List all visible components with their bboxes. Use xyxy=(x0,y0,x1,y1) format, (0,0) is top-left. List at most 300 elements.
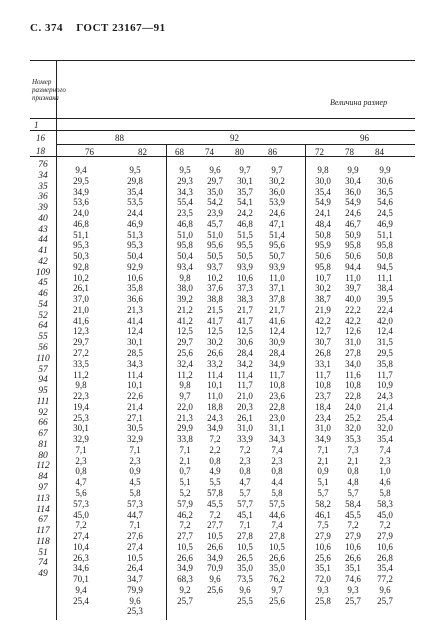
table-cell: 10,8 xyxy=(345,380,361,391)
table-cell: 21,4 xyxy=(127,401,143,412)
table-cell: 21,3 xyxy=(127,304,143,315)
table-cell: 2,1 xyxy=(179,455,191,466)
page-number: С. 374 xyxy=(30,22,63,34)
table-cell: 26,8 xyxy=(377,552,393,563)
table-cell: 25,3 xyxy=(73,412,89,423)
table-cell: 10,2 xyxy=(73,272,89,283)
table-cell: 0,8 xyxy=(209,455,221,466)
table-cell: 5,7 xyxy=(317,487,329,498)
table-cell: 12,5 xyxy=(237,326,253,337)
table-cell: 45,1 xyxy=(237,509,253,520)
table-cell: 35,4 xyxy=(377,563,393,574)
table-cell: 24,0 xyxy=(345,401,361,412)
table-cell: 50,7 xyxy=(269,251,285,262)
table-cell: 9,7 xyxy=(271,165,283,175)
table-cell: 32,9 xyxy=(73,434,89,445)
table-cell: 95,8 xyxy=(177,240,193,251)
table-cell: 27,9 xyxy=(315,531,331,542)
table-cell: 7,1 xyxy=(179,444,191,455)
table-cell: 25,5 xyxy=(237,595,253,606)
table-cell: 31,0 xyxy=(237,423,253,434)
table-cell: 30,1 xyxy=(237,175,253,186)
table-cell: 46,1 xyxy=(315,509,331,520)
table-cell: 51,1 xyxy=(73,229,89,240)
table-cell: 5,5 xyxy=(209,477,221,488)
table-cell: 36,0 xyxy=(269,186,285,197)
table-cell: 22,8 xyxy=(345,391,361,402)
table-cell: 30,6 xyxy=(377,175,393,186)
size-table xyxy=(30,60,415,620)
table-cell: 36,5 xyxy=(377,186,393,197)
group-divider-2 xyxy=(305,144,306,620)
table-cell: 5,8 xyxy=(129,487,141,498)
table-cell: 25,7 xyxy=(377,595,393,606)
table-cell: 35,0 xyxy=(207,186,223,197)
table-cell: 34,3 xyxy=(269,434,285,445)
table-cell: 36,0 xyxy=(345,186,361,197)
table-cell: 34,9 xyxy=(269,358,285,369)
table-cell: 2,3 xyxy=(379,455,391,466)
table-cell: 21,3 xyxy=(177,412,193,423)
table-cell: 10,6 xyxy=(315,541,331,552)
table-cell: 9,9 xyxy=(347,165,359,175)
table-cell: 10,8 xyxy=(269,380,285,391)
row-number: 84 xyxy=(38,472,48,483)
col-header-84: 84 xyxy=(375,147,384,157)
table-cell: 30,2 xyxy=(269,175,285,186)
table-cell: 0,9 xyxy=(129,466,141,477)
table-cell: 30,5 xyxy=(127,423,143,434)
table-cell: 10,1 xyxy=(207,380,223,391)
table-cell: 11,0 xyxy=(345,272,361,283)
table-cell: 41,6 xyxy=(269,315,285,326)
table-cell: 7,1 xyxy=(129,520,141,531)
table-cell: 27,8 xyxy=(269,531,285,542)
table-cell: 23,6 xyxy=(269,391,285,402)
group-96: 96 xyxy=(360,133,369,143)
table-cell: 33,8 xyxy=(177,434,193,445)
table-cell: 25,6 xyxy=(177,348,193,359)
marker-18: 18 xyxy=(36,146,45,156)
table-cell: 9,8 xyxy=(75,380,87,391)
table-cell: 51,1 xyxy=(377,229,393,240)
row-number: 56 xyxy=(38,343,48,354)
table-cell: 27,9 xyxy=(377,531,393,542)
table-cell: 9,4 xyxy=(75,165,87,175)
row-number: 97 xyxy=(38,482,48,493)
table-cell: 30,2 xyxy=(315,283,331,294)
table-cell: 4,7 xyxy=(75,477,87,488)
row-number: 110 xyxy=(36,353,50,364)
group-92: 92 xyxy=(230,133,239,143)
row-number: 55 xyxy=(38,332,48,343)
table-cell: 7,2 xyxy=(209,509,221,520)
table-cell: 35,1 xyxy=(345,563,361,574)
row-number-column xyxy=(30,160,56,580)
table-cell: 7,2 xyxy=(239,444,251,455)
table-cell: 24,4 xyxy=(127,208,143,219)
table-cell: 24,0 xyxy=(73,208,89,219)
table-cell: 41,4 xyxy=(127,315,143,326)
table-cell: 10,5 xyxy=(237,541,253,552)
table-cell: 28,4 xyxy=(269,348,285,359)
table-cell: 12,7 xyxy=(315,326,331,337)
table-cell: 7,4 xyxy=(271,444,283,455)
table-cell: 25,4 xyxy=(377,412,393,423)
table-cell: 25,8 xyxy=(315,595,331,606)
table-cell: 7,1 xyxy=(317,444,329,455)
table-cell: 11,7 xyxy=(237,380,253,391)
standard-code: ГОСТ 23167—91 xyxy=(76,22,166,34)
table-cell: 37,6 xyxy=(207,283,223,294)
table-cell: 54,2 xyxy=(207,197,223,208)
table-cell: 51,3 xyxy=(127,229,143,240)
table-cell: 34,0 xyxy=(345,358,361,369)
table-cell: 0,8 xyxy=(75,466,87,477)
row-number: 44 xyxy=(38,235,48,246)
row-number: 95 xyxy=(38,386,48,397)
table-cell: 95,8 xyxy=(345,240,361,251)
table-cell: 50,8 xyxy=(315,229,331,240)
table-top-rule xyxy=(30,60,415,61)
value-column xyxy=(120,165,150,617)
row-number: 43 xyxy=(38,224,48,235)
table-cell: 10,8 xyxy=(315,380,331,391)
table-cell: 95,9 xyxy=(315,240,331,251)
table-cell: 25,2 xyxy=(345,412,361,423)
row-number: 51 xyxy=(38,547,48,558)
table-cell: 33,9 xyxy=(237,434,253,445)
table-cell: 9,9 xyxy=(379,165,391,175)
table-cell: 29,7 xyxy=(73,337,89,348)
row-number: 46 xyxy=(38,289,48,300)
table-cell: 23,9 xyxy=(207,208,223,219)
table-cell: 10,5 xyxy=(207,531,223,542)
table-cell: 2,3 xyxy=(239,455,251,466)
table-cell: 7,4 xyxy=(379,444,391,455)
table-cell: 50,4 xyxy=(127,251,143,262)
table-cell: 7,1 xyxy=(239,520,251,531)
table-cell: 10,7 xyxy=(315,272,331,283)
table-cell: 93,7 xyxy=(207,261,223,272)
table-cell: 58,2 xyxy=(315,498,331,509)
table-cell: 12,4 xyxy=(127,326,143,337)
table-cell: 26,6 xyxy=(207,541,223,552)
row-number: 36 xyxy=(38,192,48,203)
table-cell: 27,4 xyxy=(73,531,89,542)
table-cell: 26,6 xyxy=(207,348,223,359)
table-cell: 41,2 xyxy=(177,315,193,326)
table-cell: 22,0 xyxy=(177,401,193,412)
table-cell: 54,6 xyxy=(377,197,393,208)
table-cell: 92,9 xyxy=(127,261,143,272)
table-cell: 22,3 xyxy=(73,391,89,402)
table-cell: 54,9 xyxy=(345,197,361,208)
marker-16: 16 xyxy=(36,133,45,143)
table-cell: 10,4 xyxy=(73,541,89,552)
table-cell: 35,4 xyxy=(315,186,331,197)
table-cell: 35,7 xyxy=(237,186,253,197)
table-cell: 10,2 xyxy=(207,272,223,283)
col-header-82: 82 xyxy=(138,147,147,157)
col-header-68: 68 xyxy=(175,147,184,157)
value-column xyxy=(170,165,200,606)
table-cell: 24,3 xyxy=(377,391,393,402)
table-cell: 45,7 xyxy=(207,218,223,229)
table-cell: 50,6 xyxy=(345,251,361,262)
table-cell: 50,5 xyxy=(207,251,223,262)
table-cell: 2,1 xyxy=(347,455,359,466)
table-cell: 7,1 xyxy=(129,444,141,455)
table-cell: 50,6 xyxy=(315,251,331,262)
table-cell: 12,5 xyxy=(177,326,193,337)
table-cell: 32,4 xyxy=(177,358,193,369)
table-cell: 7,2 xyxy=(75,520,87,531)
table-cell: 34,2 xyxy=(237,358,253,369)
table-cell: 37,1 xyxy=(269,283,285,294)
table-cell: 34,9 xyxy=(177,563,193,574)
table-cell: 32,0 xyxy=(345,423,361,434)
table-cell: 4,6 xyxy=(379,477,391,488)
table-cell: 25,6 xyxy=(315,552,331,563)
table-cell: 51,5 xyxy=(237,229,253,240)
table-cell: 5,8 xyxy=(271,487,283,498)
row-number: 42 xyxy=(38,256,48,267)
table-cell: 21,9 xyxy=(315,304,331,315)
table-cell: 46,8 xyxy=(177,218,193,229)
table-cell: 35,0 xyxy=(237,563,253,574)
table-cell: 27,9 xyxy=(345,531,361,542)
table-cell: 26,4 xyxy=(127,563,143,574)
table-cell: 18,8 xyxy=(207,401,223,412)
table-cell: 7,2 xyxy=(347,520,359,531)
table-cell: 11,2 xyxy=(73,369,89,380)
table-cell: 93,9 xyxy=(237,261,253,272)
table-cell: 5,7 xyxy=(239,487,251,498)
table-cell: 79,9 xyxy=(127,584,143,595)
row-number-divider xyxy=(56,60,57,620)
table-cell: 92,8 xyxy=(73,261,89,272)
table-cell: 0,8 xyxy=(271,466,283,477)
table-cell: 39,5 xyxy=(377,294,393,305)
table-cell: 11,0 xyxy=(269,272,285,283)
table-cell: 7,5 xyxy=(317,520,329,531)
col-header-80: 80 xyxy=(235,147,244,157)
table-cell: 95,6 xyxy=(207,240,223,251)
value-header-label: Величина размер xyxy=(330,98,388,107)
table-cell: 44,6 xyxy=(269,509,285,520)
table-cell: 22,4 xyxy=(377,304,393,315)
table-cell: 5,7 xyxy=(347,487,359,498)
table-cell: 7,3 xyxy=(347,444,359,455)
table-cell: 95,6 xyxy=(269,240,285,251)
table-cell: 24,6 xyxy=(345,208,361,219)
table-cell: 46,7 xyxy=(345,218,361,229)
row-number: 76 xyxy=(38,160,48,170)
table-cell: 58,4 xyxy=(345,498,361,509)
table-cell: 35,0 xyxy=(269,563,285,574)
table-cell: 76,2 xyxy=(269,574,285,585)
table-cell: 51,0 xyxy=(177,229,193,240)
table-cell: 95,3 xyxy=(127,240,143,251)
table-cell: 26,8 xyxy=(315,348,331,359)
table-cell: 53,9 xyxy=(269,197,285,208)
table-cell: 42,0 xyxy=(377,315,393,326)
table-cell: 29,7 xyxy=(177,337,193,348)
table-cell: 72,0 xyxy=(315,574,331,585)
table-cell: 12,4 xyxy=(377,326,393,337)
table-cell: 47,1 xyxy=(269,218,285,229)
table-cell: 70,9 xyxy=(207,563,223,574)
table-cell: 10,9 xyxy=(377,380,393,391)
table-cell: 27,8 xyxy=(345,348,361,359)
table-cell: 10,1 xyxy=(127,380,143,391)
table-cell: 21,7 xyxy=(237,304,253,315)
table-cell: 57,8 xyxy=(207,487,223,498)
row-number: 54 xyxy=(38,299,48,310)
table-cell: 0,8 xyxy=(239,466,251,477)
table-cell: 9,7 xyxy=(239,165,251,175)
header-rule-3 xyxy=(56,144,415,145)
table-cell: 38,3 xyxy=(237,294,253,305)
table-cell: 7,2 xyxy=(179,520,191,531)
table-cell: 74,6 xyxy=(345,574,361,585)
table-cell: 95,8 xyxy=(315,261,331,272)
table-cell: 34,3 xyxy=(177,186,193,197)
table-cell: 26,6 xyxy=(269,552,285,563)
row-number: 67 xyxy=(38,515,48,526)
table-cell: 23,5 xyxy=(177,208,193,219)
table-cell: 25,3 xyxy=(127,606,143,617)
table-cell: 4,8 xyxy=(347,477,359,488)
table-cell: 9,8 xyxy=(179,380,191,391)
table-cell: 11,4 xyxy=(127,369,143,380)
table-cell: 38,4 xyxy=(377,283,393,294)
table-cell: 94,5 xyxy=(377,261,393,272)
table-cell: 25,6 xyxy=(207,584,223,595)
table-cell: 45,5 xyxy=(345,509,361,520)
table-cell: 93,4 xyxy=(177,261,193,272)
table-cell: 30,1 xyxy=(73,423,89,434)
table-cell: 29,5 xyxy=(73,175,89,186)
table-cell: 11,4 xyxy=(237,369,253,380)
table-cell: 29,7 xyxy=(207,175,223,186)
row-number: 74 xyxy=(38,558,48,569)
table-cell: 26,1 xyxy=(237,412,253,423)
table-cell: 32,9 xyxy=(127,434,143,445)
table-cell: 4,9 xyxy=(209,466,221,477)
table-cell: 44,7 xyxy=(127,509,143,520)
group-88: 88 xyxy=(115,133,124,143)
table-cell: 95,3 xyxy=(73,240,89,251)
page-header xyxy=(30,22,166,34)
marker-1: 1 xyxy=(34,120,39,130)
table-cell: 10,6 xyxy=(345,541,361,552)
value-column xyxy=(200,165,230,596)
table-cell: 27,4 xyxy=(127,541,143,552)
table-cell: 38,0 xyxy=(177,283,193,294)
table-cell: 38,8 xyxy=(207,294,223,305)
row-number: 39 xyxy=(38,203,48,214)
table-cell: 70,1 xyxy=(73,574,89,585)
table-cell: 5,1 xyxy=(317,477,329,488)
table-cell: 9,8 xyxy=(179,272,191,283)
table-cell: 27,8 xyxy=(237,531,253,542)
table-cell: 26,6 xyxy=(177,552,193,563)
table-cell: 33,5 xyxy=(73,358,89,369)
row-number: 109 xyxy=(35,267,51,278)
table-cell: 51,4 xyxy=(269,229,285,240)
table-cell: 21,2 xyxy=(177,304,193,315)
table-cell: 46,2 xyxy=(177,509,193,520)
table-cell: 25,6 xyxy=(269,595,285,606)
table-cell: 21,4 xyxy=(377,401,393,412)
table-cell: 10,6 xyxy=(237,272,253,283)
table-cell: 21,5 xyxy=(207,304,223,315)
table-cell: 35,4 xyxy=(127,186,143,197)
table-cell: 24,3 xyxy=(207,412,223,423)
table-cell: 41,7 xyxy=(237,315,253,326)
table-cell: 50,9 xyxy=(345,229,361,240)
table-cell: 54,1 xyxy=(237,197,253,208)
table-cell: 9,6 xyxy=(209,165,221,175)
table-cell: 34,9 xyxy=(315,434,331,445)
value-column xyxy=(230,165,260,606)
table-cell: 27,2 xyxy=(73,348,89,359)
table-cell: 9,2 xyxy=(179,584,191,595)
table-cell: 10,5 xyxy=(177,541,193,552)
table-cell: 4,7 xyxy=(239,477,251,488)
table-cell: 32,0 xyxy=(377,423,393,434)
table-cell: 37,3 xyxy=(237,283,253,294)
table-cell: 2,1 xyxy=(317,455,329,466)
table-cell: 26,1 xyxy=(73,283,89,294)
table-cell: 9,5 xyxy=(129,165,141,175)
table-cell: 50,8 xyxy=(377,251,393,262)
table-cell: 30,7 xyxy=(315,337,331,348)
row-number: 112 xyxy=(36,461,50,472)
table-cell: 48,4 xyxy=(315,218,331,229)
table-cell: 46,8 xyxy=(73,218,89,229)
col-header-72: 72 xyxy=(315,147,324,157)
row-number: 111 xyxy=(36,396,50,407)
col-header-74: 74 xyxy=(205,147,214,157)
table-cell: 7,2 xyxy=(209,434,221,445)
table-cell: 34,3 xyxy=(127,358,143,369)
table-cell: 94,4 xyxy=(345,261,361,272)
table-cell: 25,4 xyxy=(73,595,89,606)
col-header-76: 76 xyxy=(85,147,94,157)
row-number: 80 xyxy=(38,450,48,461)
table-cell: 11,1 xyxy=(377,272,393,283)
table-cell: 46,9 xyxy=(377,218,393,229)
table-cell: 12,4 xyxy=(269,326,285,337)
row-number: 114 xyxy=(36,504,50,515)
table-cell: 29,9 xyxy=(177,423,193,434)
table-cell: 19,4 xyxy=(73,401,89,412)
table-cell: 5,2 xyxy=(179,487,191,498)
table-cell: 2,3 xyxy=(271,455,283,466)
header-rule-1 xyxy=(30,118,415,119)
table-cell: 9,6 xyxy=(129,595,141,606)
table-cell: 41,7 xyxy=(207,315,223,326)
table-cell: 9,7 xyxy=(271,584,283,595)
table-cell: 53,6 xyxy=(73,197,89,208)
table-cell: 26,3 xyxy=(73,552,89,563)
table-cell: 50,4 xyxy=(177,251,193,262)
table-cell: 39,2 xyxy=(177,294,193,305)
table-cell: 21,0 xyxy=(237,391,253,402)
